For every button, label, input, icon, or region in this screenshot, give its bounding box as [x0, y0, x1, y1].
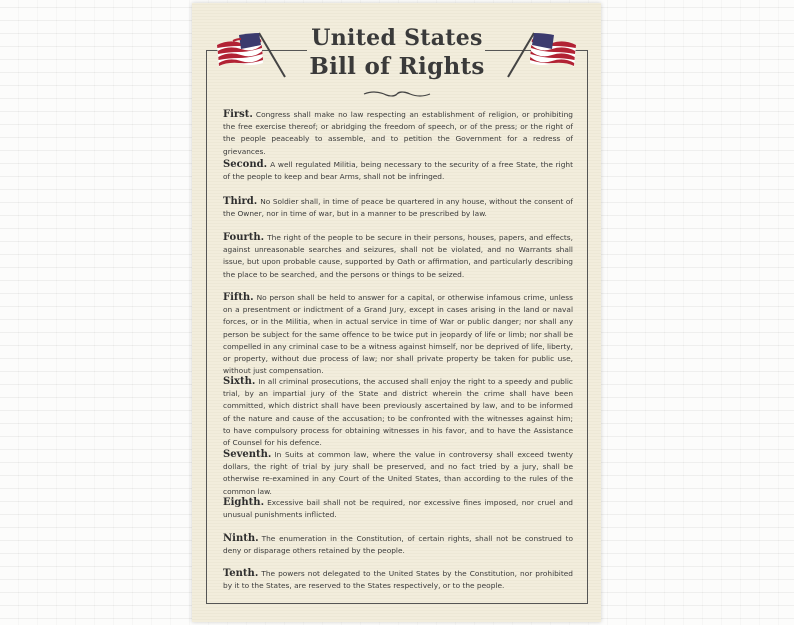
amendment-text: No person shall be held to answer for a capital, or otherwise infamous crime, unless on a presentment or indictment of a Grand Jury, except in cases arising in the land or naval forces, or in the Militia, when in actual service in time of War or public danger; nor shall any person be subject for the same offence to be twice put in jeopardy of life or limb; nor shall be compelled in any criminal case to be a witness against himself, nor be deprived of life, liberty, or property, without due process of law; nor shall private property be taken for public use, without just compensation.: [223, 293, 573, 376]
amendment-tenth: [223, 568, 573, 592]
amendment-fourth: [223, 232, 573, 281]
amendment-text: In Suits at common law, where the value in controversy shall exceed twenty dollars, the right of trial by jury shall be preserved, and no fact tried by a jury, shall be otherwise re-examined in any Court of the United States, than according to the rules of the common law.: [223, 450, 573, 496]
amendment-name: Third.: [223, 196, 258, 207]
title-line-1: United States: [311, 25, 483, 51]
amendment-name: Second.: [223, 159, 268, 170]
flourish-divider-icon: [362, 89, 432, 99]
amendment-text: Excessive bail shall not be required, nor excessive fines imposed, nor cruel and unusual punishments inflicted.: [223, 498, 573, 520]
amendment-text: The right of the people to be secure in their persons, houses, papers, and effects, against unreasonable searches and seizures, shall not be violated, and no Warrants shall issue, but upon probable cause, supported by Oath or affirmation, and particularly describing the place to be searched, and the persons or things to be seized.: [223, 233, 573, 279]
amendment-text: A well regulated Militia, being necessary to the security of a free State, the right of the people to keep and bear Arms, shall not be infringed.: [223, 160, 573, 182]
amendment-third: [223, 196, 573, 220]
amendment-eighth: [223, 497, 573, 521]
amendment-name: Tenth.: [223, 568, 259, 579]
amendment-name: Fifth.: [223, 292, 254, 303]
amendment-name: First.: [223, 109, 253, 120]
american-flag-icon: [215, 31, 287, 79]
amendment-text: No Soldier shall, in time of peace be quartered in any house, without the consent of the Owner, nor in time of war, but in a manner to be prescribed by law.: [223, 197, 573, 219]
amendment-name: Sixth.: [223, 376, 256, 387]
amendment-text: In all criminal prosecutions, the accused shall enjoy the right to a speedy and public trial, by an impartial jury of the State and district wherein the crime shall have been committed, which district shall have been previously ascertained by law, and to be informed of the nature and cause of the accusation; to be confronted with the witnesses against him; to have compulsory process for obtaining witnesses in his favor, and to have the Assistance of Counsel for his defence.: [223, 377, 573, 448]
amendment-text: The enumeration in the Constitution, of certain rights, shall not be construed to deny or disparage others retained by the people.: [223, 534, 573, 556]
amendment-first: [223, 109, 573, 158]
amendment-seventh: [223, 449, 573, 498]
bill-of-rights-poster: [192, 3, 601, 622]
amendment-name: Seventh.: [223, 449, 272, 460]
amendment-name: Ninth.: [223, 533, 259, 544]
american-flag-icon: [506, 31, 578, 79]
amendment-text: Congress shall make no law respecting an establishment of religion, or prohibiting the free exercise thereof; or abridging the freedom of speech, or of the press; or the right of the people peaceably to assemble, and to petition the Government for a redress of grievances.: [223, 110, 573, 156]
amendment-name: Eighth.: [223, 497, 265, 508]
amendment-sixth: [223, 376, 573, 449]
amendment-fifth: [223, 292, 573, 377]
title-line-2: Bill of Rights: [309, 53, 485, 80]
amendment-second: [223, 159, 573, 183]
amendment-ninth: [223, 533, 573, 557]
amendment-text: The powers not delegated to the United States by the Constitution, nor prohibited by it to the States, are reserved to the States respectively, or to the people.: [223, 569, 573, 591]
amendment-name: Fourth.: [223, 232, 265, 243]
